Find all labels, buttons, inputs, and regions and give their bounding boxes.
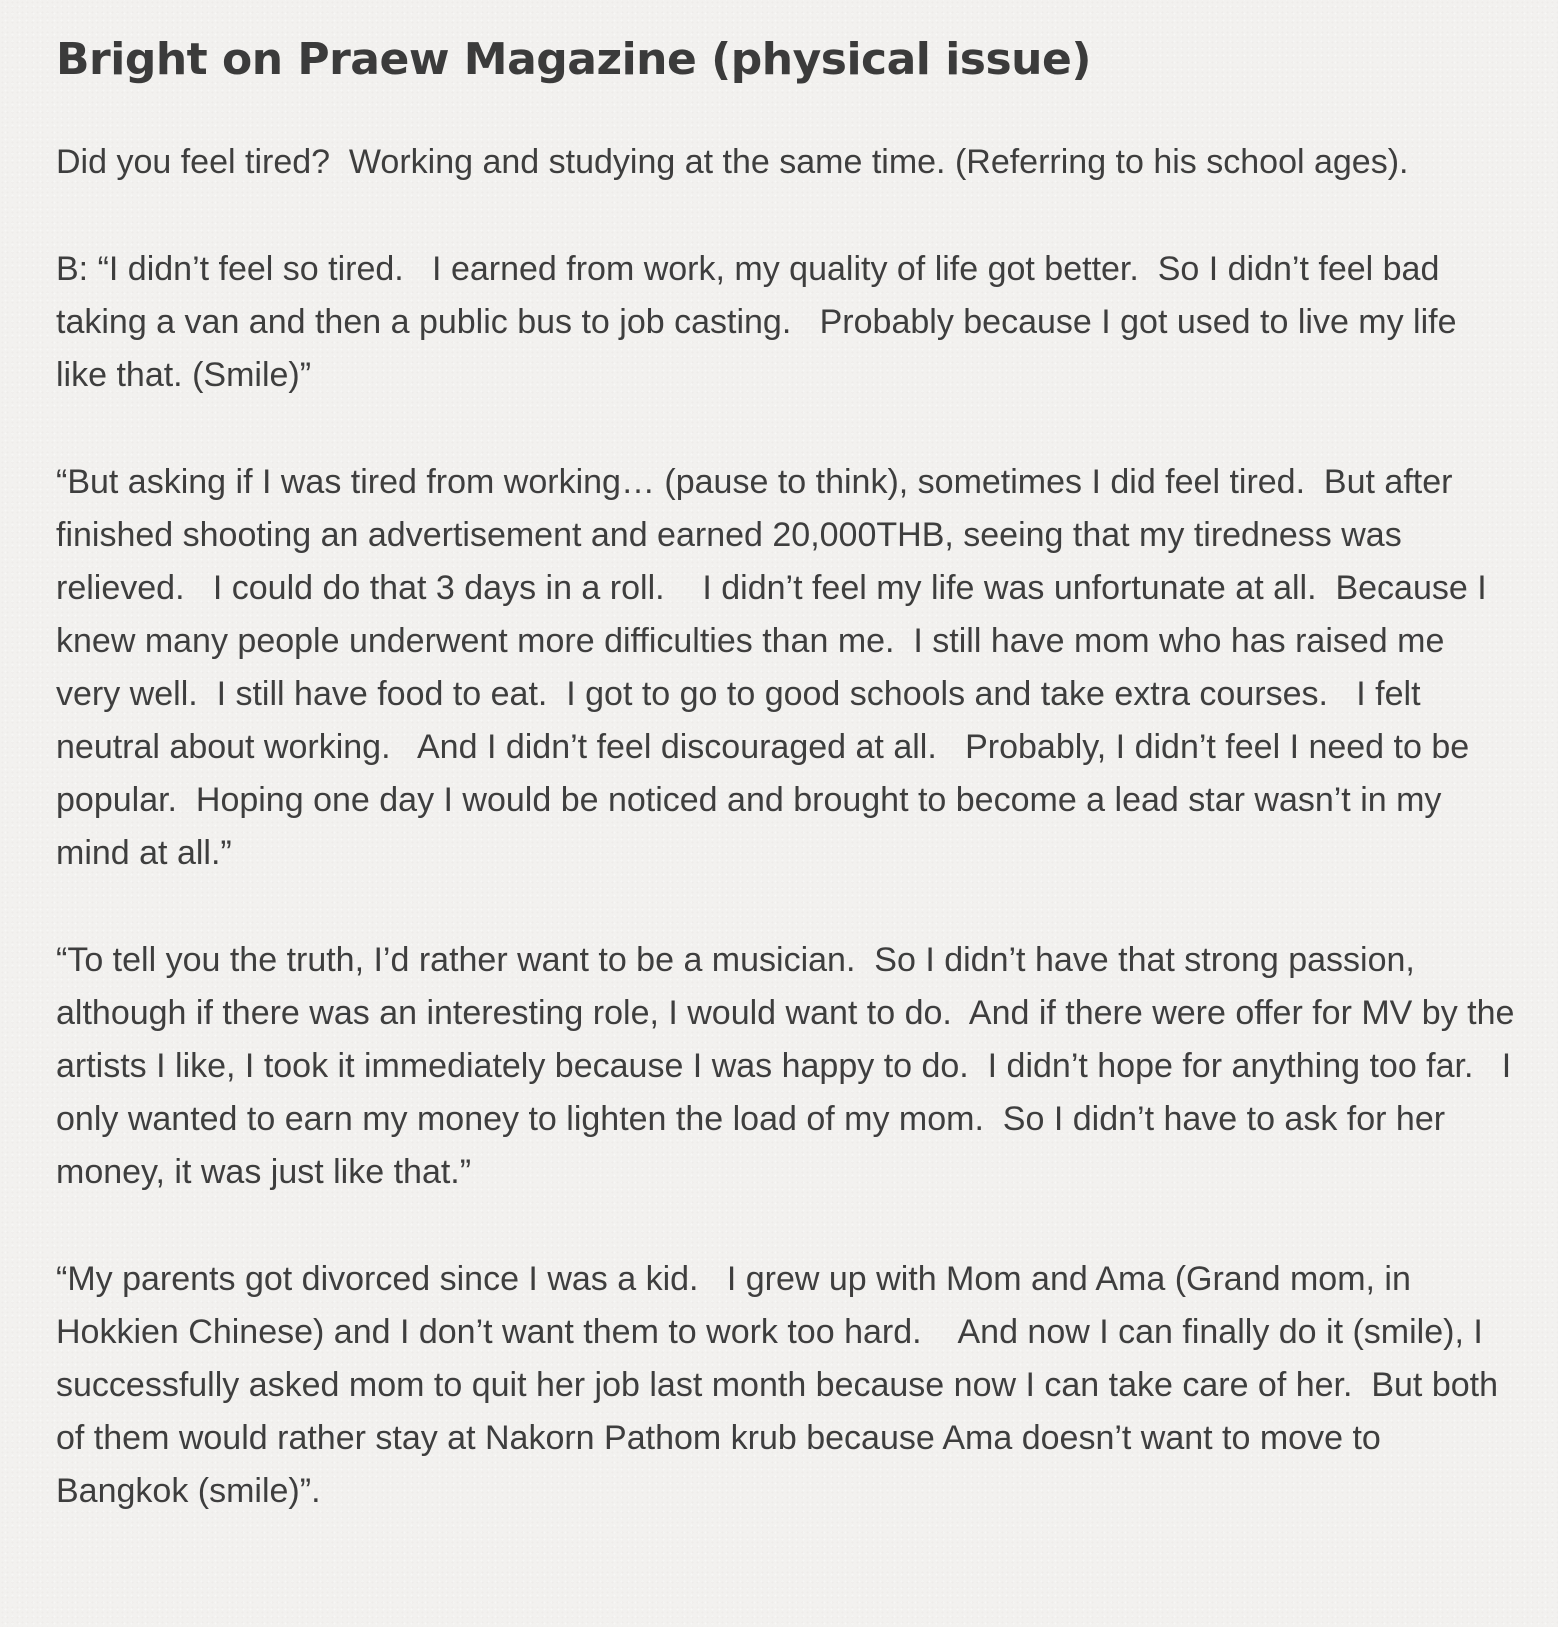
paragraph-answer-1: B: “I didn’t feel so tired. I earned from work, my quality of life got better. So I didn’t feel bad taking a van and then a public bus to job casting. Probably because I got used to live my life like that. (Smile)” — [56, 250, 1466, 394]
paragraph-answer-4: “My parents got divorced since I was a kid. I grew up with Mom and Ama (Grand mom, in Hokkien Chinese) and I don’t want them to work too hard. And now I can finally do it (smile), I successfully asked mom to quit her job last month because now I can take care of her. But both of them would rather stay at Nakorn Pathom krub because Ama doesn’t want to move to Bangkok (smile)”. — [56, 1260, 1508, 1510]
paragraph-answer-3: “To tell you the truth, I’d rather want to be a musician. So I didn’t have that strong passion, although if there was an interesting role, I would want to do. And if there were offer for MV by the artists I like, I took it immediately because I was happy to do. I didn’t hope for anything too far. I only wanted to earn my money to lighten the load of my mom. So I didn’t have to ask for her money, it was just like that.” — [56, 941, 1524, 1191]
document-title: Bright on Praew Magazine (physical issue) — [56, 34, 1091, 85]
paragraph-answer-2: “But asking if I was tired from working… (pause to think), sometimes I did feel tired. But after finished shooting an advertisement and earned 20,000THB, seeing that my tiredness was relieved. I could do that 3 days in a roll. I didn’t feel my life was unfortunate at all. Because I knew many people underwent more difficulties than me. I still have mom who has raised me very well. I still have food to eat. I got to go to good schools and take extra courses. I felt neutral about working. And I didn’t feel discouraged at all. Probably, I didn’t feel I need to be popular. Hoping one day I would be noticed and brought to become a lead star wasn’t in my mind at all.” — [56, 463, 1497, 872]
paragraph-question: Did you feel tired? Working and studying at the same time. (Referring to his school ages). — [56, 143, 1409, 181]
